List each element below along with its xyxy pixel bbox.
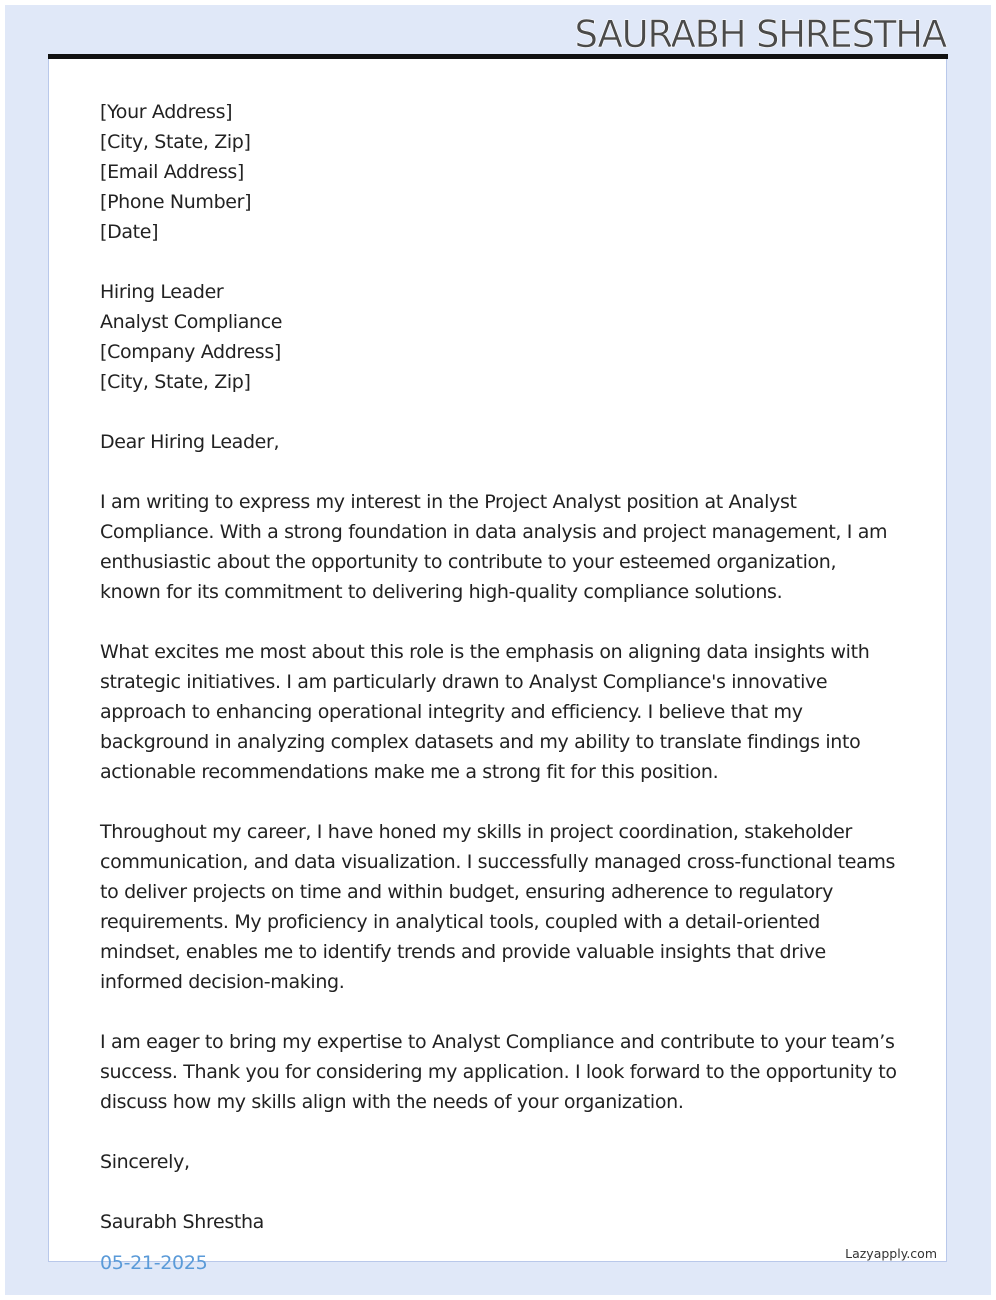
spacer <box>100 787 900 817</box>
sender-email: [Email Address] <box>100 161 244 183</box>
spacer <box>100 997 900 1027</box>
spacer <box>100 397 900 427</box>
signature-name: Saurabh Shrestha <box>100 1211 264 1233</box>
recipient-city-state-zip: [City, State, Zip] <box>100 371 251 393</box>
sender-phone: [Phone Number] <box>100 191 252 213</box>
recipient-address: [Company Address] <box>100 341 281 363</box>
body-paragraph: I am eager to bring my expertise to Analyst Compliance and contribute to your team’s success. Thank you for considering my application. I look forward to the opportunity to discuss how my skills align with the needs of your organization. <box>100 1031 897 1113</box>
sender-address: [Your Address] <box>100 101 233 123</box>
letter-body <box>100 97 900 1237</box>
sender-city-state-zip: [City, State, Zip] <box>100 131 251 153</box>
recipient-title: Hiring Leader <box>100 281 224 303</box>
brand-watermark: Lazyapply.com <box>845 1246 937 1261</box>
recipient-company: Analyst Compliance <box>100 311 283 333</box>
applicant-name: SAURABH SHRESTHA <box>574 13 946 56</box>
spacer <box>100 457 900 487</box>
closing: Sincerely, <box>100 1151 190 1173</box>
body-paragraph: I am writing to express my interest in the Project Analyst position at Analyst Compliance. With a strong foundation in data analysis and project management, I am enthusiastic about the opportunity to contribute to your esteemed organization, known for its commitment to delivering high-quality compliance solutions. <box>100 491 888 603</box>
salutation: Dear Hiring Leader, <box>100 431 280 453</box>
footer-date: 05-21-2025 <box>100 1252 208 1274</box>
spacer <box>100 1117 900 1147</box>
body-paragraph: Throughout my career, I have honed my skills in project coordination, stakeholder communication, and data visualization. I successfully managed cross-functional teams to deliver projects on time and within budget, ensuring adherence to regulatory requirements. My proficiency in analytical tools, coupled with a detail-oriented mindset, enables me to identify trends and provide valuable insights that drive informed decision-making. <box>100 821 896 993</box>
body-paragraph: What excites me most about this role is the emphasis on aligning data insights with strategic initiatives. I am particularly drawn to Analyst Compliance's innovative approach to enhancing operational integrity and efficiency. I believe that my background in analyzing complex datasets and my ability to translate findings into actionable recommendations make me a strong fit for this position. <box>100 641 870 783</box>
spacer <box>100 247 900 277</box>
spacer <box>100 1177 900 1207</box>
spacer <box>100 607 900 637</box>
sender-date: [Date] <box>100 221 159 243</box>
